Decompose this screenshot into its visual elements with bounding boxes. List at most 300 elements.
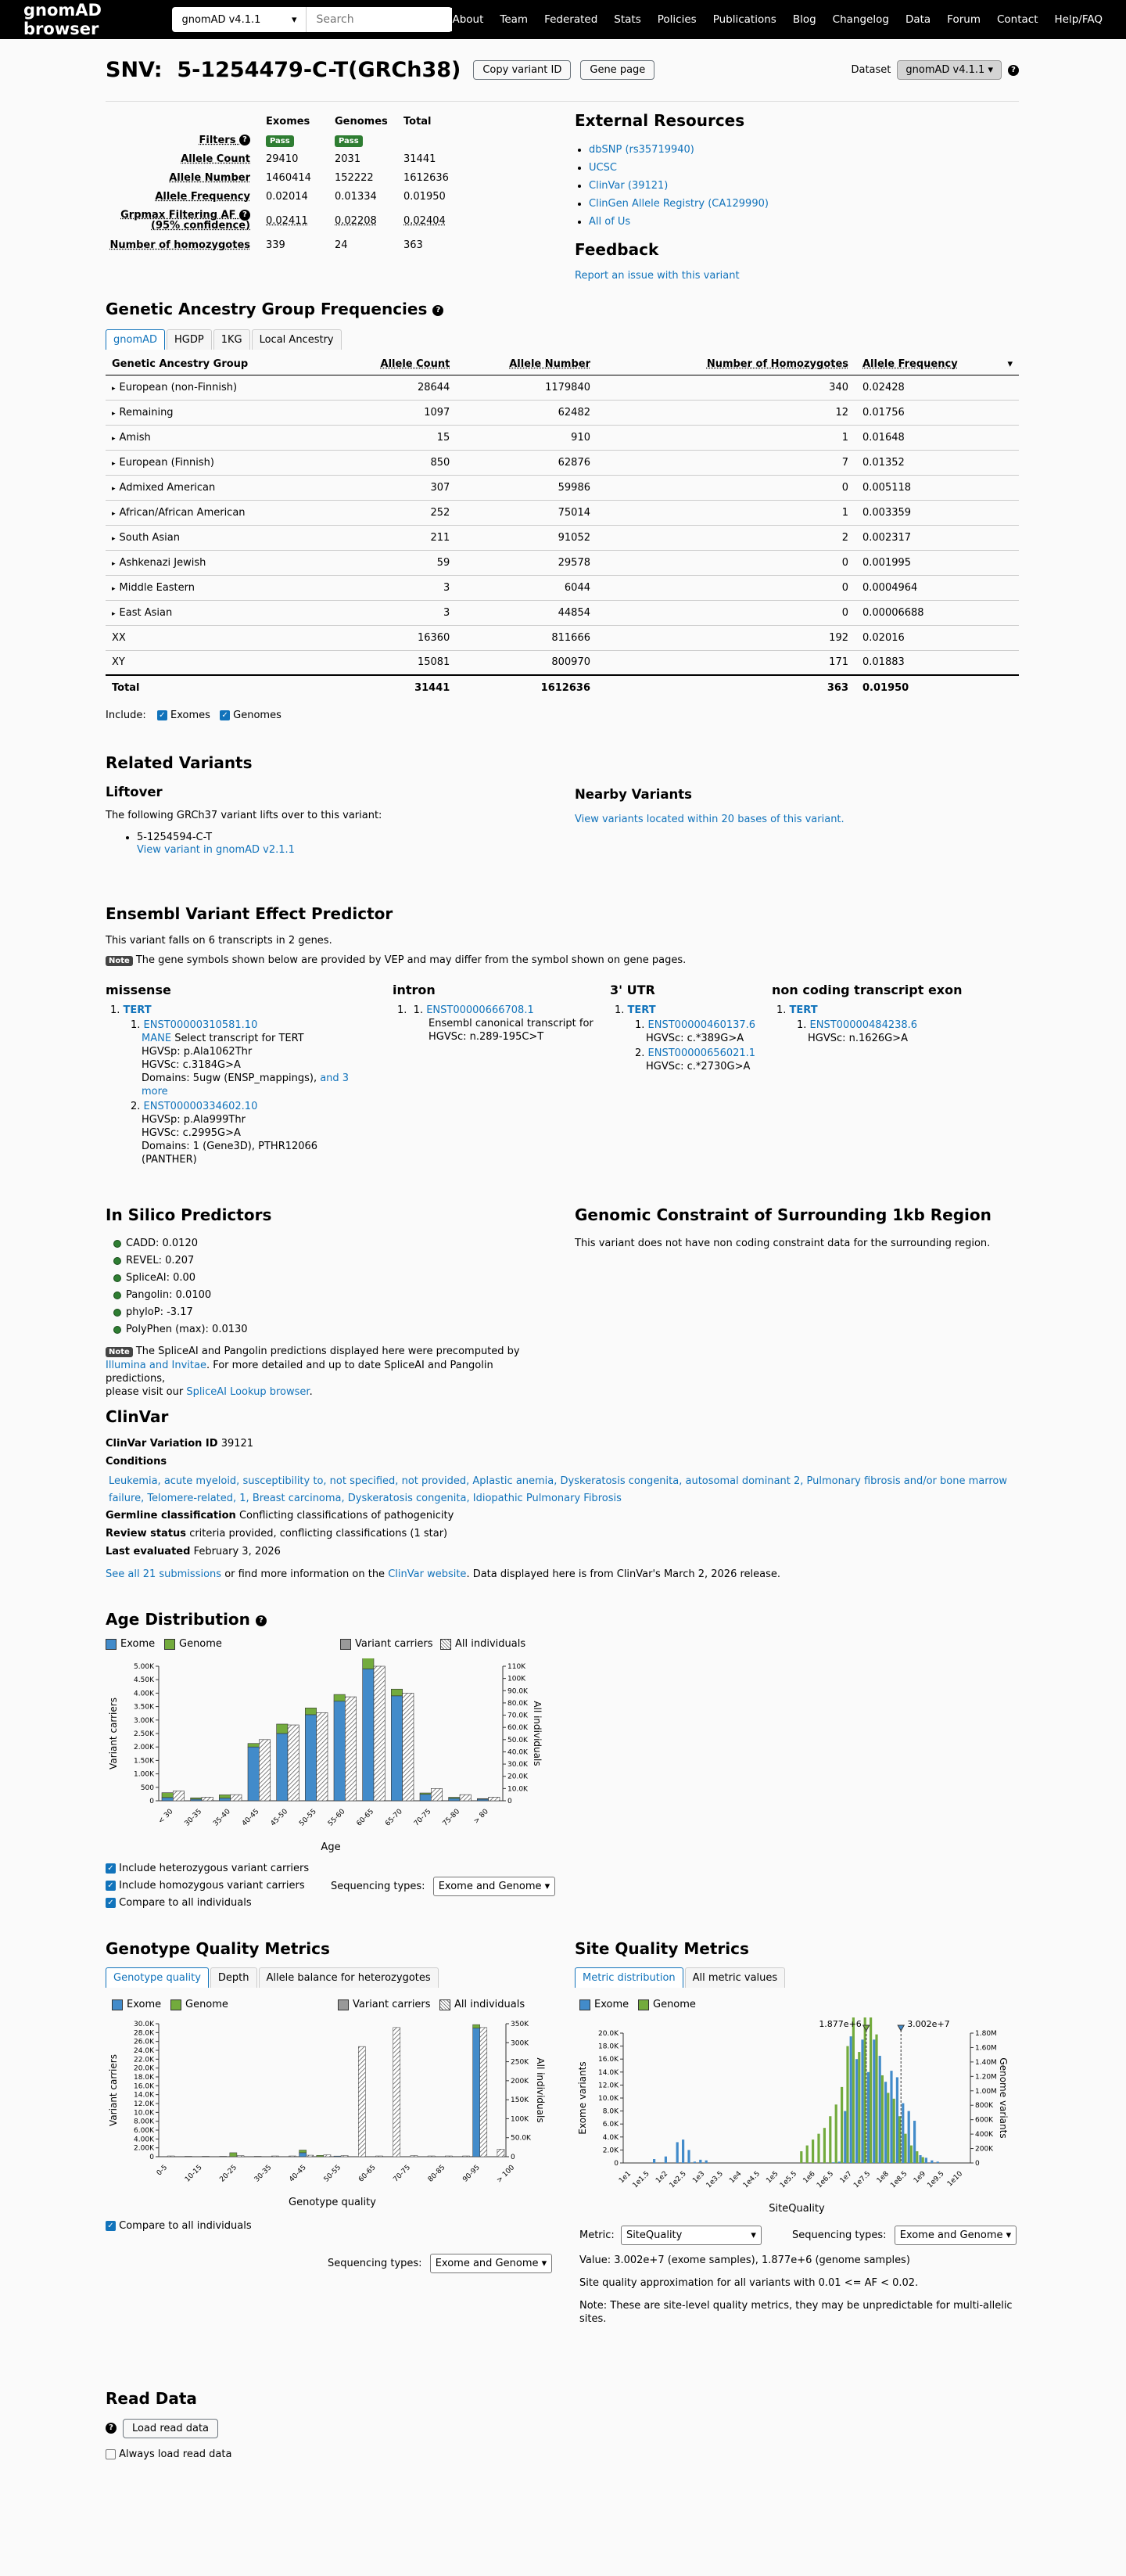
genome-bar [230, 2153, 237, 2157]
gene-link-tert[interactable]: TERT [627, 1004, 656, 1016]
allele-count-cell: 307 [335, 475, 457, 500]
y2-tick-label: 300K [511, 2039, 529, 2048]
compare-checkbox-label: Compare to all individuals [119, 1897, 252, 1909]
help-icon[interactable]: ? [106, 2423, 117, 2434]
all-swatch [439, 1999, 450, 2010]
x-tick-label: 90-95 [461, 2164, 482, 2184]
legend-genome: Genome [653, 1999, 696, 2010]
all-individuals-bar [445, 2156, 452, 2157]
summary-value: 0.01950 [403, 190, 446, 203]
search-dataset-select[interactable] [172, 7, 307, 32]
illumina-link[interactable]: Illumina and Invitae [106, 1360, 206, 1371]
table-row [106, 550, 1019, 575]
help-icon[interactable]: ? [239, 135, 250, 146]
nav-publications[interactable]: Publications [712, 13, 776, 26]
predictor-value: SpliceAI: 0.00 [126, 1272, 196, 1284]
expand-caret-icon[interactable]: ▸ [112, 434, 116, 443]
search-input[interactable] [307, 8, 452, 31]
col-header-allele-number[interactable]: Allele Number [456, 354, 597, 375]
exome-swatch [106, 1639, 117, 1650]
group-name: XX [112, 631, 126, 644]
load-read-data-button[interactable]: Load read data [123, 2419, 218, 2438]
clinvar-id-label: ClinVar Variation ID [106, 1438, 218, 1450]
group-cell [106, 650, 335, 675]
transcript-link[interactable]: ENST00000310581.10 [143, 1019, 258, 1031]
nav-stats[interactable]: Stats [614, 13, 641, 26]
exome-bar [676, 2142, 679, 2163]
status-dot-icon [113, 1274, 121, 1282]
tab-1kg[interactable]: 1KG [213, 329, 250, 350]
homozygotes-cell: 171 [597, 650, 855, 675]
col-header-allele-frequency[interactable] [855, 354, 1019, 375]
expand-caret-icon[interactable]: ▸ [112, 409, 116, 418]
x-tick-label: 75-80 [441, 1808, 462, 1828]
predictor-value: Pangolin: 0.0100 [126, 1289, 212, 1301]
het-checkbox-label: Include heterozygous variant carriers [119, 1863, 310, 1874]
seq-type-select[interactable]: Exome and Genome ▾ [430, 2254, 552, 2273]
nav-about[interactable]: About [452, 13, 484, 26]
clingen-link[interactable]: ClinGen Allele Registry (CA129990) [589, 198, 769, 210]
conditions-links[interactable]: failure, Telomere-related, 1, Breast carcinoma, Dyskeratosis congenita, Idiopathic Pulmonary Fibrosis [109, 1493, 622, 1504]
y-tick-label: 14.0K [598, 2068, 619, 2077]
y2-tick-label: 90.0K [507, 1687, 528, 1696]
nav-changelog[interactable]: Changelog [832, 13, 889, 26]
allele-frequency-cell: 0.001995 [855, 550, 1019, 575]
predictor-item [113, 1252, 543, 1270]
hgvsp: HGVSp: p.Ala1062Thr [142, 1046, 253, 1058]
transcript-link[interactable]: ENST00000334602.10 [143, 1101, 258, 1112]
y-tick-label: 18.0K [134, 2074, 154, 2082]
x-tick-label: 30-35 [253, 2164, 274, 2184]
note-text: . For more detailed and up to date SpliceAI and Pangolin predictions, [106, 1360, 493, 1385]
exome-bar [162, 1798, 173, 1801]
homozygotes-cell: 0 [597, 600, 855, 625]
x-tick-label: 1e5.5 [778, 2170, 799, 2190]
exome-bar [653, 2159, 655, 2163]
expand-caret-icon[interactable]: ▸ [112, 484, 116, 493]
y2-tick-label: 60.0K [507, 1724, 528, 1733]
submissions-text: or find more information on the [224, 1568, 385, 1580]
homozygotes-cell: 0 [597, 575, 855, 600]
all-individuals-bar [237, 2156, 244, 2157]
x-tick-label: 50-55 [298, 1808, 318, 1828]
homozygotes-cell: 340 [597, 375, 855, 400]
seq-type-select[interactable]: Exome and Genome ▾ [895, 2226, 1017, 2245]
tab-gnomad[interactable]: gnomAD [106, 329, 165, 350]
mane-link[interactable]: MANE [142, 1033, 172, 1044]
allele-frequency-cell: 0.01648 [855, 425, 1019, 450]
genotype-section [106, 1939, 559, 2269]
site-tabs [575, 1967, 1019, 1988]
page-title: SNV: 5-1254479-C-T(GRCh38) [106, 58, 461, 82]
compare-checkbox[interactable]: ✓ [106, 1898, 116, 1908]
external-resources-title: External Resources [575, 111, 745, 130]
y-tick-label: 4.00K [134, 2136, 154, 2144]
all-individuals-bar [358, 2046, 365, 2157]
allele-count-cell: 28644 [335, 375, 457, 400]
genome-bar [812, 2139, 814, 2163]
homozygotes-cell: 0 [597, 550, 855, 575]
all-individuals-bar [317, 1712, 328, 1801]
compare-checkbox-label: Compare to all individuals [119, 2220, 252, 2232]
vep-intro: This variant falls on 6 transcripts in 2 genes. [106, 935, 332, 947]
summary-value: 0.02411 [266, 214, 308, 227]
y-tick-label: 2.50K [134, 1730, 154, 1738]
legend-genome: Genome [185, 1999, 228, 2010]
always-load-checkbox[interactable] [106, 2449, 116, 2459]
y2-tick-label: 1.60M [975, 2044, 997, 2053]
x-tick-label: 70-75 [392, 2164, 413, 2184]
total-row [106, 675, 1019, 700]
expand-caret-icon[interactable]: ▸ [112, 609, 116, 618]
site-quality-chart [575, 2017, 1019, 2219]
note-text: please visit our [106, 1386, 184, 1398]
hgvsc: HGVSc: n.289-195C>T [429, 1031, 544, 1043]
y2-axis-label: Genome variants [998, 2057, 1009, 2139]
genome-bar [829, 2116, 831, 2163]
y2-tick-label: 50.0K [511, 2134, 531, 2143]
predictor-value: REVEL: 0.207 [126, 1255, 195, 1266]
y-tick-label: 0 [149, 1798, 154, 1805]
search-container [172, 7, 452, 32]
genome-bar [420, 1793, 431, 1795]
col-header-allele-count[interactable]: Allele Count [335, 354, 457, 375]
summary-value: 1612636 [403, 171, 449, 184]
hom-checkbox[interactable]: ✓ [106, 1881, 116, 1891]
help-icon[interactable]: ? [432, 305, 443, 316]
transcript-link[interactable]: ENST00000656021.1 [647, 1047, 756, 1059]
genome-bar [334, 1694, 345, 1701]
y2-tick-label: 1.20M [975, 2073, 997, 2082]
y2-tick-label: 100K [507, 1675, 526, 1683]
y2-tick-label: 40.0K [507, 1748, 528, 1757]
summary-label: Allele Number [169, 171, 250, 184]
col-header-group[interactable]: Genetic Ancestry Group [106, 354, 335, 375]
homozygotes-cell: 1 [597, 500, 855, 525]
copy-variant-id-button[interactable]: Copy variant ID [473, 60, 571, 80]
group-cell [106, 575, 335, 600]
exome-bar [832, 2162, 834, 2163]
expand-caret-icon[interactable]: ▸ [112, 459, 116, 468]
view-v2-link[interactable]: View variant in gnomAD v2.1.1 [137, 844, 295, 856]
x-tick-label: 1e1 [618, 2170, 633, 2186]
gnomad-logo[interactable]: gnomAD browser [23, 1, 102, 38]
genome-bar [391, 1689, 402, 1696]
expand-caret-icon[interactable]: ▸ [112, 559, 116, 568]
include-label: Include: [106, 710, 146, 721]
gq-seq-row [328, 2254, 552, 2273]
chevron-down-icon: ▾ [291, 13, 297, 26]
read-data-title: Read Data [106, 2389, 197, 2408]
status-dot-icon [113, 1326, 121, 1334]
exome-bar [838, 2161, 841, 2163]
het-checkbox[interactable]: ✓ [106, 1863, 116, 1874]
total-label: Total [106, 675, 335, 700]
predictor-item [113, 1235, 543, 1252]
table-row [106, 525, 1019, 550]
liftover-list [137, 832, 1019, 857]
legend-exome: Exome [120, 1638, 156, 1650]
exome-bar [363, 1669, 374, 1801]
x-tick-label: 80-85 [426, 2164, 447, 2184]
nav-federated[interactable]: Federated [544, 13, 598, 26]
y2-tick-label: 400K [975, 2131, 994, 2139]
tab-allele-balance[interactable]: Allele balance for heterozygotes [259, 1967, 439, 1988]
nearby-variants-link[interactable]: View variants located within 20 bases of this variant. [575, 814, 844, 825]
y-axis-label: Variant carriers [108, 2054, 119, 2126]
expand-caret-icon[interactable]: ▸ [112, 534, 116, 543]
expand-caret-icon[interactable]: ▸ [112, 509, 116, 518]
group-cell [106, 600, 335, 625]
expand-caret-icon[interactable]: ▸ [112, 584, 116, 593]
status-dot-icon [113, 1240, 121, 1248]
dataset-selector-row [851, 60, 1019, 80]
exome-bar [687, 2150, 690, 2163]
genome-bar [219, 1795, 230, 1798]
exome-bar [902, 2104, 904, 2163]
y2-tick-label: 1.40M [975, 2058, 997, 2067]
main-nav [452, 13, 1103, 26]
note-badge: Note [106, 1347, 133, 1357]
tab-hgdp[interactable]: HGDP [167, 329, 212, 350]
x-tick-label: 1e6.5 [816, 2170, 836, 2190]
genome-bar [841, 2087, 843, 2163]
y2-tick-label: 20.0K [507, 1773, 528, 1781]
conditions-links[interactable]: Leukemia, acute myeloid, susceptibility to, not specified, not provided, Aplastic anemia, Dyskeratosis congenita, autosomal dominant 2, Pulmonary fibrosis and/or bone marrow [109, 1475, 1007, 1487]
allele-count-cell: 16360 [335, 625, 457, 650]
nav-blog[interactable]: Blog [792, 13, 816, 26]
x-tick-label: 1e7 [838, 2170, 854, 2186]
domains: Domains: 1 (Gene3D), PTHR12066 (PANTHER) [142, 1141, 318, 1166]
y-tick-label: 12.0K [134, 2100, 154, 2108]
x-axis-label: Genotype quality [289, 2197, 376, 2208]
help-icon[interactable]: ? [256, 1615, 267, 1626]
search-dataset-value: gnomAD v4.1.1 [181, 13, 261, 26]
exome-bar [850, 2036, 852, 2163]
all-individuals-bar [324, 2155, 331, 2157]
related-title: Related Variants [106, 753, 253, 772]
allele-count-cell: 3 [335, 600, 457, 625]
group-name: Remaining [119, 406, 174, 419]
group-cell [106, 500, 335, 525]
more-domains-link[interactable]: and 3 more [142, 1072, 350, 1098]
nav-help[interactable]: Help/FAQ [1054, 13, 1103, 26]
clinvar-website-link[interactable]: ClinVar website [388, 1568, 467, 1580]
site-quality-section [575, 1939, 1019, 2326]
genome-bar [277, 1724, 288, 1734]
y2-tick-label: 250K [511, 2058, 529, 2067]
exome-bar [277, 1734, 288, 1801]
genome-bar [922, 2157, 924, 2163]
x-tick-label: 10-15 [184, 2164, 204, 2184]
transcript-link[interactable]: ENST00000666708.1 [426, 1004, 534, 1016]
exome-bar [867, 2072, 870, 2163]
gene-page-button[interactable]: Gene page [580, 60, 654, 80]
compare-checkbox[interactable]: ✓ [106, 2221, 116, 2231]
legend-all: All individuals [455, 1638, 526, 1650]
transcript-link[interactable]: ENST00000460137.6 [647, 1019, 756, 1031]
x-tick-label: 1e2.5 [668, 2170, 688, 2190]
genome-bar [910, 2146, 913, 2163]
genome-swatch [164, 1639, 175, 1650]
tab-metric-distribution[interactable]: Metric distribution [575, 1967, 683, 1988]
nav-policies[interactable]: Policies [657, 13, 697, 26]
metric-select[interactable]: SiteQuality ▾ [621, 2226, 762, 2245]
report-issue-link[interactable]: Report an issue with this variant [575, 270, 740, 282]
exome-filter-badge: Pass [266, 135, 294, 147]
y2-tick-label: 30.0K [507, 1761, 528, 1769]
all-individuals-bar [341, 2156, 348, 2157]
genome-bar [305, 1708, 316, 1715]
submissions-link[interactable]: See all 21 submissions [106, 1568, 222, 1580]
exomes-checkbox[interactable]: ✓ [157, 710, 167, 720]
dataset-select-button[interactable]: gnomAD v4.1.1 ▾ [897, 60, 1002, 80]
tab-local-ancestry[interactable]: Local Ancestry [252, 329, 342, 350]
group-cell [106, 375, 335, 400]
spliceai-lookup-link[interactable]: SpliceAI Lookup browser [186, 1386, 310, 1398]
y-tick-label: 2.00K [134, 2144, 154, 2153]
exome-bar [705, 2161, 708, 2163]
allele-number-cell: 91052 [456, 525, 597, 550]
nav-team[interactable]: Team [500, 13, 529, 26]
group-name: XY [112, 656, 125, 669]
y-tick-label: 8.00K [134, 2118, 154, 2126]
exome-marker-label: 3.002e+7 [907, 2019, 950, 2029]
homozygotes-cell: 12 [597, 400, 855, 425]
exome-bar [890, 2071, 892, 2163]
ancestry-title [106, 300, 1019, 318]
all-individuals-bar [497, 2149, 504, 2157]
y-tick-label: 24.0K [134, 2047, 154, 2055]
x-tick-label: 45-50 [269, 1808, 290, 1828]
summary-label: Allele Count [181, 153, 250, 165]
legend-exome: Exome [594, 1999, 629, 2010]
tab-depth[interactable]: Depth [210, 1967, 257, 1988]
allele-number-cell: 800970 [456, 650, 597, 675]
tab-genotype-quality[interactable]: Genotype quality [106, 1967, 209, 1988]
all-of-us-link[interactable]: All of Us [589, 216, 631, 228]
group-name: East Asian [119, 606, 173, 619]
all-individuals-bar [374, 1666, 385, 1801]
summary-value: 1460414 [266, 171, 311, 184]
all-individuals-bar [480, 2028, 487, 2157]
x-tick-label: 1e7.5 [852, 2170, 873, 2190]
vep-utr [610, 983, 798, 1073]
nav-contact[interactable]: Contact [996, 13, 1038, 26]
x-tick-label: > 100 [495, 2164, 517, 2185]
total-allele-count: 31441 [335, 675, 457, 700]
ucsc-link[interactable]: UCSC [589, 162, 617, 174]
help-icon[interactable]: ? [239, 210, 250, 221]
seq-label: Sequencing types: [328, 2258, 422, 2269]
age-seq-row [331, 1877, 555, 1896]
seq-type-select[interactable]: Exome and Genome ▾ [433, 1877, 555, 1896]
genomes-checkbox[interactable]: ✓ [220, 710, 230, 720]
x-tick-label: > 80 [472, 1808, 490, 1826]
exomes-checkbox-label: Exomes [170, 710, 210, 721]
y-tick-label: 10.0K [598, 2095, 619, 2103]
site-title: Site Quality Metrics [575, 1939, 749, 1958]
y2-tick-label: 10.0K [507, 1785, 528, 1794]
hgvsc: HGVSc: c.2995G>A [142, 1127, 241, 1139]
clinvar-link[interactable]: ClinVar (39121) [589, 180, 669, 192]
germline-label: Germline classification [106, 1510, 236, 1522]
x-axis-label: SiteQuality [769, 2203, 825, 2215]
load-row [106, 2419, 559, 2438]
summary-value: 24 [335, 239, 348, 251]
review-label: Review status [106, 1528, 187, 1539]
exome-swatch [579, 1999, 590, 2010]
nav-forum[interactable]: Forum [947, 13, 981, 26]
group-name: European (Finnish) [119, 456, 214, 469]
genome-marker-label: 1.877e+6 [819, 2019, 862, 2029]
x-tick-label: 30-35 [183, 1808, 204, 1828]
transcript-link[interactable]: ENST00000484238.6 [809, 1019, 918, 1031]
y-tick-label: 4.0K [602, 2133, 619, 2142]
summary-value: 363 [403, 239, 423, 251]
exome-bar [919, 2155, 921, 2163]
nearby-title: Nearby Variants [575, 787, 692, 802]
legend-carriers: Variant carriers [355, 1638, 433, 1650]
total-allele-frequency: 0.01950 [855, 675, 1019, 700]
total-allele-number: 1612636 [456, 675, 597, 700]
predictor-item [113, 1270, 543, 1287]
x-tick-label: 1e5 [765, 2170, 780, 2186]
table-row [106, 400, 1019, 425]
genome-bar [870, 2017, 872, 2163]
genome-bar [162, 1793, 173, 1798]
sort-down-icon: ▾ [1007, 358, 1013, 371]
liftover-variant: 5-1254594-C-T [137, 832, 213, 843]
allele-frequency-cell: 0.02428 [855, 375, 1019, 400]
x-tick-label: 60-65 [355, 1808, 376, 1828]
x-tick-label: 40-45 [240, 1808, 261, 1828]
x-tick-label: 70-75 [412, 1808, 433, 1828]
y-tick-label: 4.00K [134, 1690, 154, 1698]
site-controls [575, 2226, 1019, 2247]
dbsnp-link[interactable]: dbSNP (rs35719940) [589, 144, 694, 156]
gene-link-tert[interactable]: TERT [123, 1004, 152, 1016]
y2-tick-label: 0 [511, 2154, 515, 2161]
table-row [106, 625, 1019, 650]
nav-data[interactable]: Data [905, 13, 931, 26]
allele-frequency-cell: 0.02016 [855, 625, 1019, 650]
col-header-homozygotes[interactable]: Number of Homozygotes [597, 354, 855, 375]
group-cell [106, 400, 335, 425]
gene-link-tert[interactable]: TERT [789, 1004, 818, 1016]
y-tick-label: 5.00K [134, 1663, 154, 1671]
exome-bar [931, 2161, 933, 2163]
x-tick-label: 1e6 [801, 2170, 817, 2186]
germline-value: Conflicting classifications of pathogenicity [238, 1510, 454, 1522]
hgvsc: HGVSc: n.1626G>A [808, 1033, 908, 1044]
help-icon[interactable]: ? [1008, 65, 1019, 76]
age-title-text: Age Distribution [106, 1610, 250, 1629]
allele-number-cell: 6044 [456, 575, 597, 600]
group-name: Ashkenazi Jewish [119, 556, 206, 569]
status-dot-icon [113, 1309, 121, 1317]
group-cell [106, 425, 335, 450]
constraint-section [575, 1205, 1013, 1250]
seq-type-value: Exome and Genome [899, 2229, 1003, 2241]
y-tick-label: 6.00K [134, 2127, 154, 2135]
top-navigation-bar [0, 0, 1126, 39]
y-tick-label: 10.0K [134, 2109, 154, 2118]
expand-caret-icon[interactable]: ▸ [112, 384, 116, 393]
site-value-text: Value: 3.002e+7 (exome samples), 1.877e+6 (genome samples) [579, 2254, 910, 2266]
tab-all-metric-values[interactable]: All metric values [685, 1967, 786, 1988]
all-individuals-bar [428, 2156, 435, 2157]
